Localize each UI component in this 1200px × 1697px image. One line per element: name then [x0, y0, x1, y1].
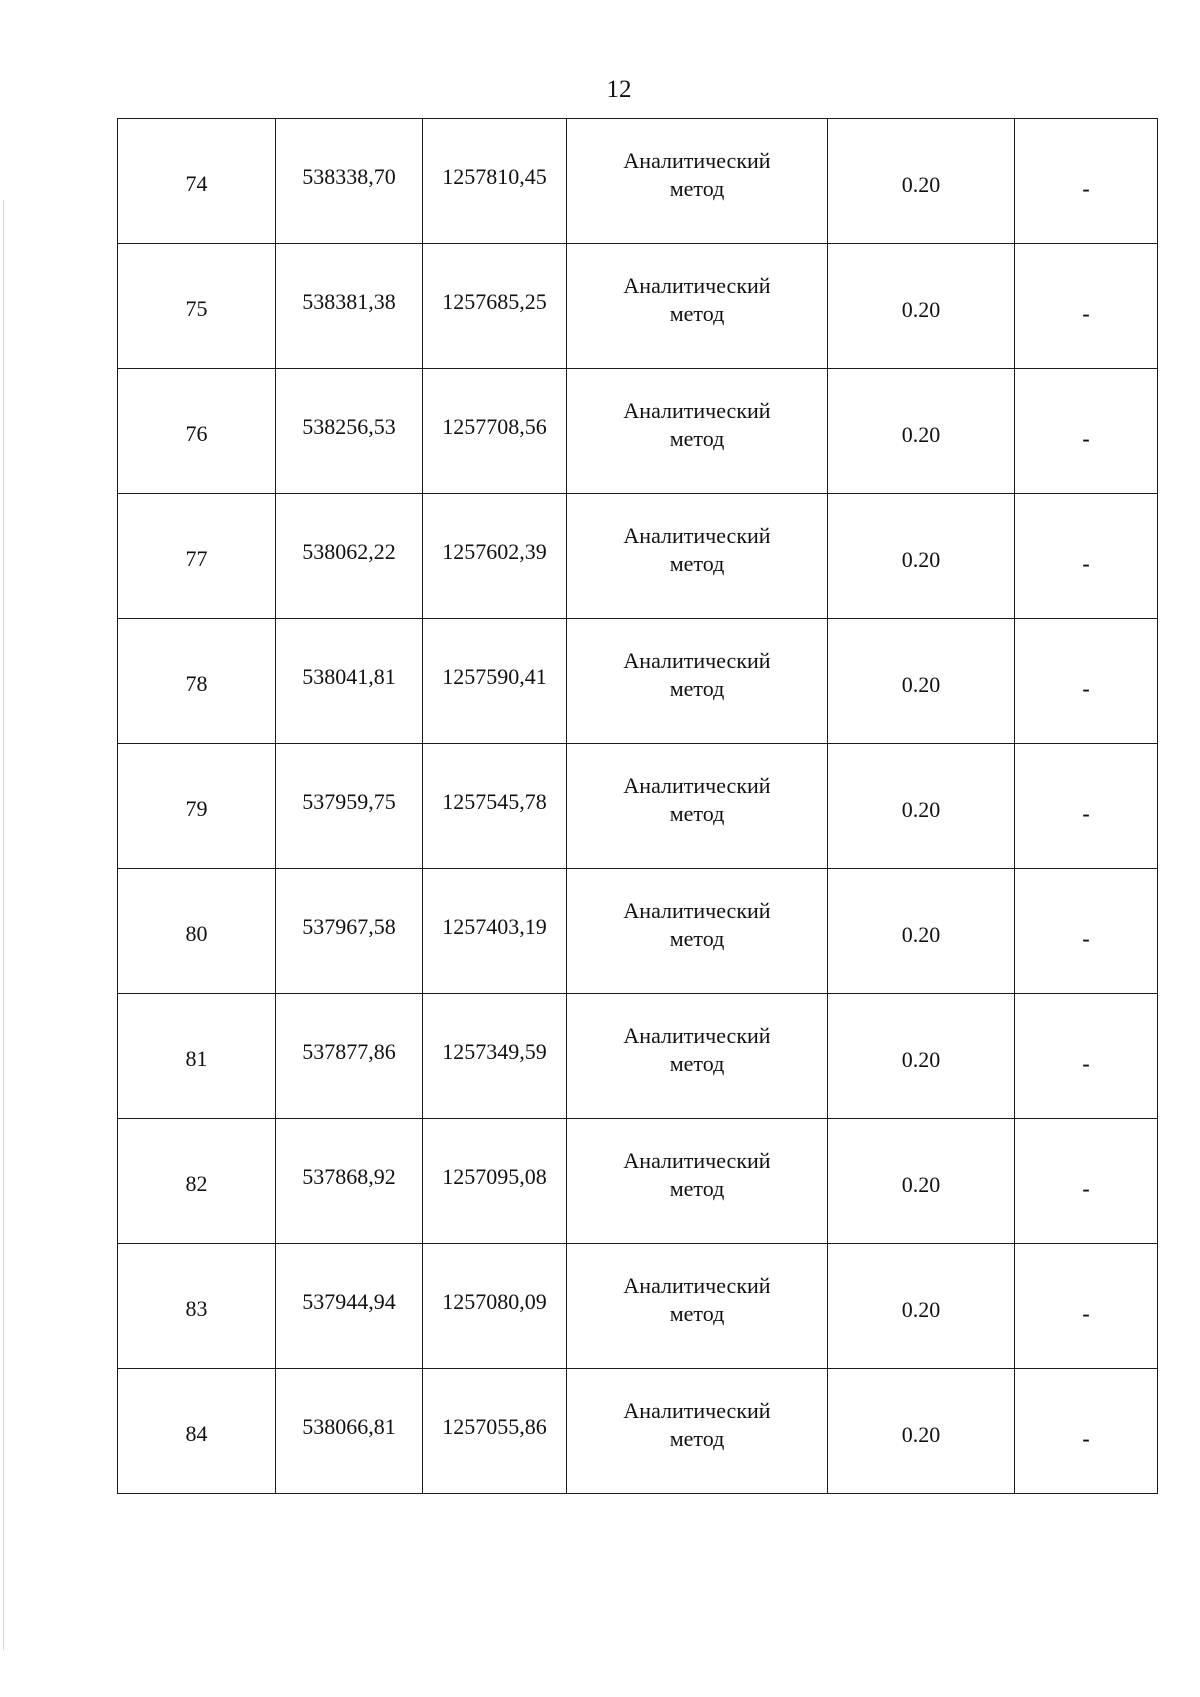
- accuracy-text: 0.20: [901, 547, 941, 572]
- accuracy-text: 0.20: [901, 672, 941, 697]
- y-coordinate-cell: [423, 619, 567, 744]
- note-cell: [1015, 744, 1158, 869]
- note-text: -: [1082, 1176, 1090, 1201]
- x-coordinate-cell: [276, 1119, 423, 1244]
- table-row: [118, 244, 1158, 369]
- y-coordinate-text: 1257545,78: [442, 789, 547, 814]
- y-coordinate-cell: [423, 494, 567, 619]
- table-row: [118, 869, 1158, 994]
- accuracy-cell: [828, 369, 1015, 494]
- x-coordinate-text: 538041,81: [302, 664, 396, 689]
- page-number: 12: [606, 76, 632, 103]
- y-coordinate-cell: [423, 744, 567, 869]
- note-text: -: [1082, 1301, 1090, 1326]
- table-row: [118, 1244, 1158, 1369]
- method-text: Аналитический метод: [623, 773, 771, 826]
- y-coordinate-cell: [423, 119, 567, 244]
- y-coordinate-text: 1257095,08: [442, 1164, 547, 1189]
- table-row: [118, 119, 1158, 244]
- point-number-cell: [118, 619, 276, 744]
- x-coordinate-text: 537967,58: [302, 914, 396, 939]
- y-coordinate-cell: [423, 244, 567, 369]
- point-number-text: 82: [185, 1171, 208, 1196]
- y-coordinate-cell: [423, 1244, 567, 1369]
- note-cell: [1015, 1369, 1158, 1494]
- accuracy-text: 0.20: [901, 797, 941, 822]
- x-coordinate-text: 538066,81: [302, 1414, 396, 1439]
- method-cell: [567, 1369, 828, 1494]
- point-number-text: 83: [185, 1296, 208, 1321]
- point-number-cell: [118, 1119, 276, 1244]
- x-coordinate-text: 537877,86: [302, 1039, 396, 1064]
- method-cell: [567, 994, 828, 1119]
- point-number-text: 75: [185, 296, 208, 321]
- method-cell: [567, 1244, 828, 1369]
- point-number-text: 74: [185, 171, 208, 196]
- method-text: Аналитический метод: [623, 398, 771, 451]
- point-number-text: 84: [185, 1421, 208, 1446]
- method-cell: [567, 1119, 828, 1244]
- x-coordinate-text: 537944,94: [302, 1289, 396, 1314]
- point-number-cell: [118, 1244, 276, 1369]
- y-coordinate-cell: [423, 369, 567, 494]
- x-coordinate-text: 538062,22: [302, 539, 396, 564]
- x-coordinate-cell: [276, 369, 423, 494]
- note-cell: [1015, 244, 1158, 369]
- note-text: -: [1082, 1426, 1090, 1451]
- x-coordinate-cell: [276, 494, 423, 619]
- method-cell: [567, 744, 828, 869]
- accuracy-text: 0.20: [901, 422, 941, 447]
- method-cell: [567, 869, 828, 994]
- x-coordinate-text: 538381,38: [302, 289, 396, 314]
- point-number-cell: [118, 119, 276, 244]
- point-number-text: 76: [185, 421, 208, 446]
- note-cell: [1015, 994, 1158, 1119]
- y-coordinate-text: 1257055,86: [442, 1414, 547, 1439]
- note-cell: [1015, 869, 1158, 994]
- note-cell: [1015, 119, 1158, 244]
- note-cell: [1015, 369, 1158, 494]
- method-cell: [567, 619, 828, 744]
- accuracy-cell: [828, 1369, 1015, 1494]
- scan-edge-line: [3, 200, 4, 1650]
- method-cell: [567, 494, 828, 619]
- point-number-cell: [118, 494, 276, 619]
- table-row: [118, 619, 1158, 744]
- point-number-text: 78: [185, 671, 208, 696]
- accuracy-text: 0.20: [901, 1297, 941, 1322]
- method-text: Аналитический метод: [623, 1148, 771, 1201]
- y-coordinate-text: 1257403,19: [442, 914, 547, 939]
- accuracy-cell: [828, 494, 1015, 619]
- table-row: [118, 744, 1158, 869]
- x-coordinate-cell: [276, 744, 423, 869]
- table-row: [118, 494, 1158, 619]
- point-number-text: 79: [185, 796, 208, 821]
- y-coordinate-text: 1257602,39: [442, 539, 547, 564]
- point-number-cell: [118, 744, 276, 869]
- accuracy-text: 0.20: [901, 1047, 941, 1072]
- accuracy-text: 0.20: [901, 172, 941, 197]
- note-text: -: [1082, 426, 1090, 451]
- note-text: -: [1082, 1051, 1090, 1076]
- accuracy-cell: [828, 119, 1015, 244]
- y-coordinate-text: 1257708,56: [442, 414, 547, 439]
- table-row: [118, 369, 1158, 494]
- method-text: Аналитический метод: [623, 1023, 771, 1076]
- method-text: Аналитический метод: [623, 523, 771, 576]
- x-coordinate-cell: [276, 994, 423, 1119]
- coordinates-table: [117, 118, 1158, 1494]
- table-row: [118, 994, 1158, 1119]
- accuracy-text: 0.20: [901, 922, 941, 947]
- accuracy-text: 0.20: [901, 1422, 941, 1447]
- y-coordinate-text: 1257590,41: [442, 664, 547, 689]
- point-number-text: 80: [185, 921, 208, 946]
- y-coordinate-text: 1257685,25: [442, 289, 547, 314]
- y-coordinate-cell: [423, 869, 567, 994]
- accuracy-cell: [828, 1119, 1015, 1244]
- y-coordinate-cell: [423, 1119, 567, 1244]
- method-text: Аналитический метод: [623, 648, 771, 701]
- point-number-cell: [118, 244, 276, 369]
- y-coordinate-cell: [423, 994, 567, 1119]
- note-cell: [1015, 494, 1158, 619]
- point-number-cell: [118, 369, 276, 494]
- accuracy-cell: [828, 744, 1015, 869]
- note-text: -: [1082, 926, 1090, 951]
- note-cell: [1015, 1119, 1158, 1244]
- method-text: Аналитический метод: [623, 273, 771, 326]
- accuracy-cell: [828, 994, 1015, 1119]
- x-coordinate-cell: [276, 244, 423, 369]
- x-coordinate-cell: [276, 619, 423, 744]
- note-text: -: [1082, 301, 1090, 326]
- point-number-cell: [118, 869, 276, 994]
- x-coordinate-cell: [276, 119, 423, 244]
- accuracy-cell: [828, 869, 1015, 994]
- y-coordinate-text: 1257080,09: [442, 1289, 547, 1314]
- note-text: -: [1082, 801, 1090, 826]
- method-text: Аналитический метод: [623, 1273, 771, 1326]
- table-row: [118, 1119, 1158, 1244]
- method-text: Аналитический метод: [623, 898, 771, 951]
- x-coordinate-text: 538338,70: [302, 164, 396, 189]
- method-cell: [567, 369, 828, 494]
- table-row: [118, 1369, 1158, 1494]
- x-coordinate-text: 538256,53: [302, 414, 396, 439]
- table-body: [118, 119, 1158, 1494]
- point-number-text: 77: [185, 546, 208, 571]
- method-cell: [567, 119, 828, 244]
- y-coordinate-cell: [423, 1369, 567, 1494]
- y-coordinate-text: 1257349,59: [442, 1039, 547, 1064]
- method-cell: [567, 244, 828, 369]
- method-text: Аналитический метод: [623, 1398, 771, 1451]
- method-text: Аналитический метод: [623, 148, 771, 201]
- x-coordinate-cell: [276, 869, 423, 994]
- point-number-cell: [118, 994, 276, 1119]
- note-text: -: [1082, 676, 1090, 701]
- note-text: -: [1082, 176, 1090, 201]
- x-coordinate-cell: [276, 1244, 423, 1369]
- note-cell: [1015, 1244, 1158, 1369]
- point-number-cell: [118, 1369, 276, 1494]
- x-coordinate-text: 537868,92: [302, 1164, 396, 1189]
- point-number-text: 81: [185, 1046, 208, 1071]
- accuracy-cell: [828, 619, 1015, 744]
- note-text: -: [1082, 551, 1090, 576]
- accuracy-text: 0.20: [901, 1172, 941, 1197]
- note-cell: [1015, 619, 1158, 744]
- y-coordinate-text: 1257810,45: [442, 164, 547, 189]
- x-coordinate-text: 537959,75: [302, 789, 396, 814]
- x-coordinate-cell: [276, 1369, 423, 1494]
- accuracy-text: 0.20: [901, 297, 941, 322]
- accuracy-cell: [828, 1244, 1015, 1369]
- accuracy-cell: [828, 244, 1015, 369]
